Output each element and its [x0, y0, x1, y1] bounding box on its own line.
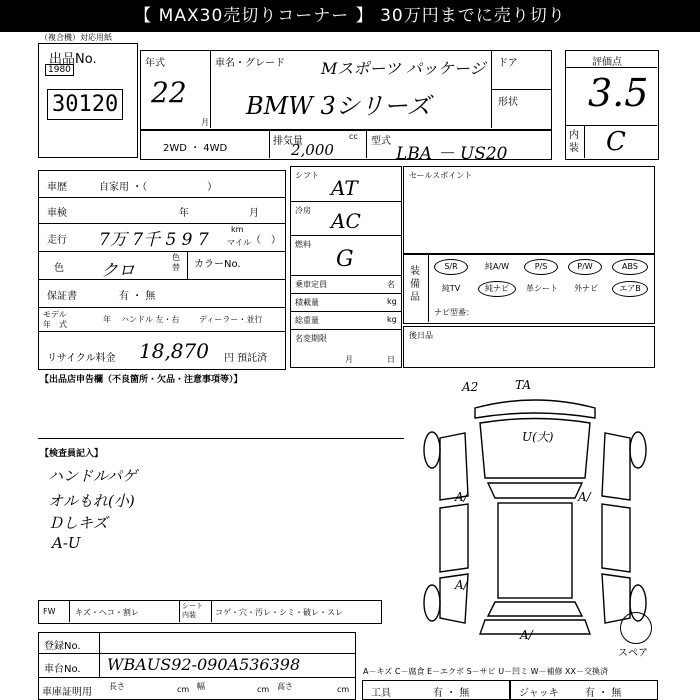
capacity-label: 乗車定員 — [295, 280, 327, 289]
equipment-label: 装備品 — [410, 266, 420, 303]
diagram-mark-6: A/ — [455, 578, 468, 592]
jack-value: 有 ・ 無 — [585, 688, 622, 699]
chassis-value: WBAUS92-090A536398 — [107, 655, 301, 674]
score-value: 3.5 — [588, 71, 649, 115]
weight-unit: kg — [387, 315, 397, 324]
displacement-unit: cc — [349, 132, 358, 141]
inspection-month: 月 — [249, 208, 259, 219]
lot-box — [38, 43, 138, 158]
shift-value: AT — [331, 176, 358, 200]
registration-day: 日 — [387, 355, 395, 364]
legend-scratch: キズ・ヘコ・割レ — [75, 608, 139, 617]
shape-label: 形状 — [498, 97, 518, 108]
spec-row — [140, 130, 552, 164]
model-year-label-1: モデル — [43, 310, 67, 319]
equip-aw: 純A/W — [484, 262, 510, 271]
legend-strip — [38, 600, 382, 624]
spare-label: スペア — [618, 648, 648, 659]
reg-no-label: 登録No. — [44, 641, 81, 652]
equip-pw: P/W — [568, 259, 602, 275]
equip-leather: 革シート — [526, 284, 558, 293]
damage-codes: A－キズ C－腐食 E－エクボ S－サビ U－凹ミ W－補修 XX－交換済 — [363, 667, 609, 676]
legend-fw: FW — [43, 607, 56, 616]
history-value: 自家用 ・（ ） — [99, 182, 218, 193]
cert-width: 幅 — [197, 682, 205, 691]
recycle-label: リサイクル料金 — [47, 353, 116, 364]
shift-label: シフト — [295, 171, 319, 180]
displacement-label: 排気量 — [273, 136, 303, 147]
lot-year-tag: 1980 — [45, 64, 74, 76]
score-label: 評価点 — [592, 57, 622, 68]
cert-long-cm: cm — [177, 685, 190, 694]
model-name: BMW 3シリーズ — [246, 92, 431, 120]
year-label: 年式 — [145, 58, 165, 69]
warranty-value: 有 ・ 無 — [119, 291, 156, 302]
subheader: （複合機）対応用紙 — [40, 33, 112, 42]
year-month-label: 月 — [201, 118, 209, 127]
equip-ps: P/S — [524, 259, 558, 275]
load-unit: kg — [387, 297, 397, 306]
equip-sr: S/R — [434, 259, 468, 275]
tools-value: 有 ・ 無 — [433, 688, 470, 699]
chassis-label: 車台No. — [44, 664, 81, 675]
lot-label: 出品No. — [49, 52, 97, 67]
sales-point-label: セールスポイント — [409, 171, 473, 180]
grade-value: Mスポーツ パッケージ — [321, 59, 486, 78]
recycle-value: 18,870 — [139, 339, 209, 363]
lot-number: 30120 — [47, 89, 123, 120]
banner: 【 MAX30売切りコーナー 】 30万円までに売り切り — [0, 0, 700, 32]
history-label: 車歴 — [47, 182, 67, 193]
diagram-mark-1: A2 — [462, 380, 479, 394]
year-value: 22 — [151, 76, 187, 109]
color-value: クロ — [101, 261, 135, 281]
equipment-box — [403, 254, 655, 324]
bottom-table — [38, 632, 356, 700]
sales-point-box — [403, 166, 655, 254]
model-type-value: LBA － US20 — [396, 144, 508, 164]
equip-airbag: エアB — [612, 281, 648, 297]
registration-month: 月 — [345, 355, 353, 364]
color-label: 色 — [54, 263, 64, 274]
score-box — [565, 50, 659, 160]
inspector-note-3: Ｄしキズ — [48, 514, 108, 532]
legend-burn: コゲ・穴・汚レ・シミ・破レ・スレ — [215, 608, 343, 617]
aircon-value: AC — [331, 209, 361, 233]
tools-box — [362, 680, 510, 700]
after-box — [403, 326, 655, 368]
inspection-year: 年 — [179, 208, 189, 219]
cert-height-cm: cm — [337, 685, 350, 694]
mileage-paren: （ ） — [251, 235, 281, 246]
diagram-mark-2: TA — [515, 378, 532, 392]
fuel-label: 燃料 — [295, 240, 311, 249]
drive-label: 2WD ・ 4WD — [163, 143, 228, 154]
recycle-unit: 円 預託済 — [224, 353, 268, 364]
diagram-mark-5: A/ — [578, 490, 591, 504]
model-year-label-2: 年 式 — [43, 320, 67, 329]
mileage-unit-km: km — [231, 225, 244, 234]
capacity-unit: 名 — [387, 280, 395, 289]
aircon-label: 冷房 — [295, 206, 311, 215]
declaration-label: 【出品店申告欄（不良箇所・欠品・注意事項等）】 — [40, 375, 243, 385]
inspection-label: 車検 — [47, 208, 67, 219]
tools-label: 工具 — [371, 688, 391, 699]
equip-tv: 純TV — [441, 284, 461, 293]
jack-box — [510, 680, 658, 700]
inspector-note-1: ハンドルパゲ — [48, 467, 137, 485]
diagram-mark-4: A/ — [455, 490, 468, 504]
after-label: 後日品 — [409, 331, 433, 340]
car-damage-diagram — [410, 378, 660, 648]
cert-width-cm: cm — [257, 685, 270, 694]
model-type-label: 型式 — [371, 136, 391, 147]
mileage-label: 走行 — [47, 235, 67, 246]
equip-navi: 純ナビ — [478, 281, 516, 297]
navi-model-label: ナビ型番： — [434, 308, 474, 317]
diagram-mark-7: A/ — [520, 628, 533, 642]
mid-table — [290, 166, 402, 368]
color-swap-label: 色替 — [172, 253, 180, 272]
spare-tire-icon — [620, 612, 652, 644]
color-code-label: カラーNo. — [194, 259, 241, 270]
diagram-mark-3: U(大) — [522, 430, 554, 444]
equip-abs: ABS — [612, 259, 648, 275]
fuel-value: G — [336, 247, 354, 272]
model-year-dealer: ディーラー・並行 — [199, 315, 263, 324]
model-year-handle: ハンドル 左・右 — [121, 315, 180, 324]
interior-value: C — [606, 127, 626, 157]
mileage-value: 7万 7千 5 9 7 — [99, 230, 209, 250]
inspector-note-2: オルもれ(小) — [48, 492, 135, 510]
cert-height: 高さ — [277, 682, 293, 691]
inspector-note-4: A-U — [52, 534, 81, 552]
legend-seat: シート内装 — [182, 602, 203, 619]
mileage-unit-mile: マイル — [227, 238, 251, 247]
jack-label: ジャッキ — [519, 688, 559, 699]
inspector-label: 【検査員記入】 — [40, 449, 104, 459]
cert-label: 車庫証明用 — [42, 687, 92, 698]
interior-label: 内装 — [569, 130, 579, 154]
info-table — [38, 170, 286, 370]
displacement-value: 2,000 — [291, 141, 334, 159]
registration-label: 名変期限 — [295, 334, 327, 343]
model-year-year: 年 — [103, 315, 111, 324]
load-label: 積載量 — [295, 298, 319, 307]
cert-long: 長さ — [109, 682, 125, 691]
door-label: ドア — [498, 58, 518, 69]
warranty-label: 保証書 — [47, 291, 77, 302]
equip-ext-navi: 外ナビ — [574, 284, 598, 293]
model-label: 車名・グレード — [215, 58, 285, 69]
year-model-box — [140, 50, 552, 130]
weight-label: 総重量 — [295, 316, 319, 325]
